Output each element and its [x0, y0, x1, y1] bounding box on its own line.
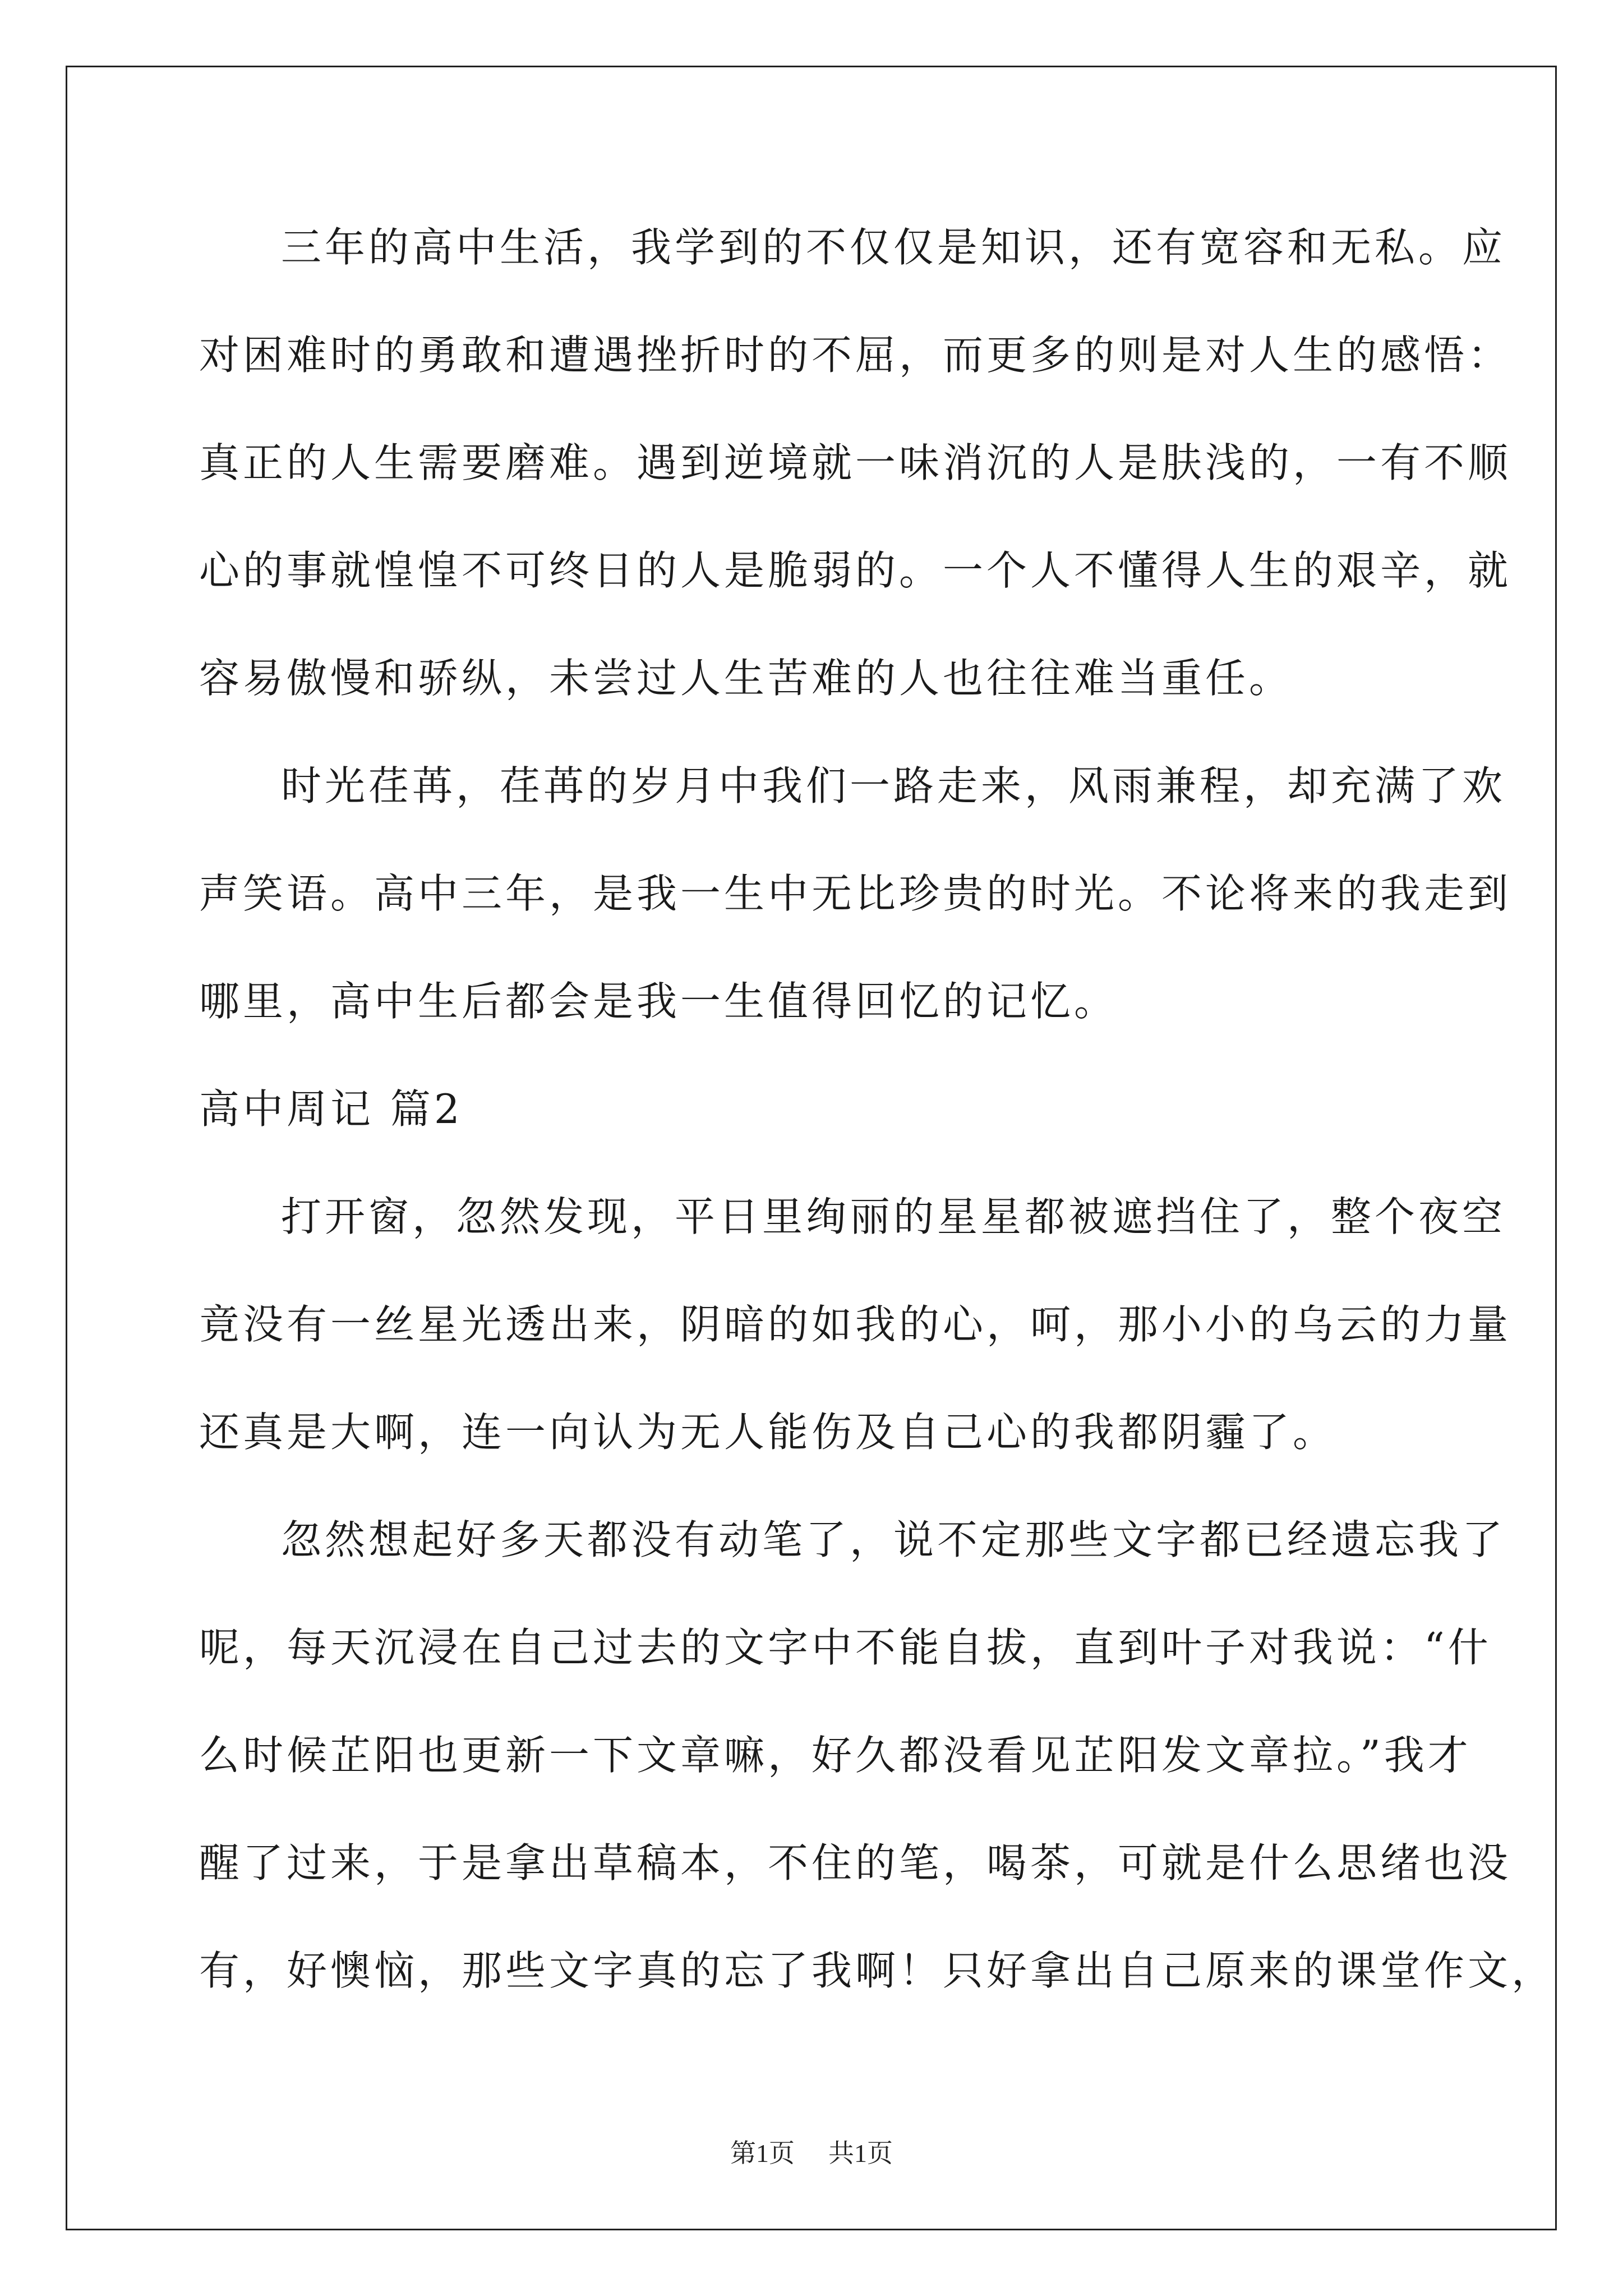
paragraph-line: 还真是大啊，连一向认为无人能伤及自己心的我都阴霾了。: [199, 1409, 1337, 1456]
paragraph-line: 醒了过来，于是拿出草稿本，不住的笔，喝茶，可就是什么思绪也没: [199, 1839, 1512, 1887]
paragraph-3: [199, 1163, 1512, 1486]
paragraph-line: 竟没有一丝星光透出来，阴暗的如我的心，呵，那小小的乌云的力量: [199, 1301, 1512, 1348]
paragraph-line: 声笑语。高中三年，是我一生中无比珍贵的时光。不论将来的我走到: [199, 870, 1512, 917]
paragraph-line: 心的事就惶惶不可终日的人是脆弱的。一个人不懂得人生的艰辛，就: [199, 547, 1512, 594]
page-footer: [0, 2133, 1623, 2170]
paragraph-1: [199, 194, 1512, 732]
paragraph-line: 时光荏苒，荏苒的岁月中我们一路走来，风雨兼程，却充满了欢: [281, 762, 1506, 809]
paragraph-line: 真正的人生需要磨难。遇到逆境就一味消沉的人是肤浅的，一有不顺: [199, 439, 1512, 486]
paragraph-line: 容易傲慢和骄纵，未尝过人生苦难的人也往往难当重任。: [199, 655, 1293, 702]
paragraph-line: 么时候芷阳也更新一下文章嘛，好久都没看见芷阳发文章拉。”我才: [199, 1732, 1472, 1779]
paragraph-4: [199, 1486, 1556, 2024]
page-number-current: 第1页: [730, 2139, 795, 2168]
document-body: [199, 194, 1556, 2024]
section-heading: 高中周记 篇2: [199, 1085, 463, 1133]
page-number-total: 共1页: [828, 2139, 893, 2168]
paragraph-line: 三年的高中生活，我学到的不仅仅是知识，还有宽容和无私。应: [281, 224, 1506, 271]
paragraph-line: 有，好懊恼，那些文字真的忘了我啊！只好拿出自己原来的课堂作文，: [199, 1947, 1556, 1994]
paragraph-2: [199, 732, 1512, 1055]
paragraph-line: 呢，每天沉浸在自己过去的文字中不能自拔，直到叶子对我说：“什: [199, 1624, 1492, 1671]
paragraph-line: 哪里，高中生后都会是我一生值得回忆的记忆。: [199, 978, 1118, 1025]
paragraph-line: 打开窗，忽然发现，平日里绚丽的星星都被遮挡住了，整个夜空: [281, 1193, 1506, 1240]
paragraph-line: 对困难时的勇敢和遭遇挫折时的不屈，而更多的则是对人生的感悟：: [199, 332, 1512, 379]
paragraph-line: 忽然想起好多天都没有动笔了，说不定那些文字都已经遗忘我了: [281, 1516, 1506, 1563]
